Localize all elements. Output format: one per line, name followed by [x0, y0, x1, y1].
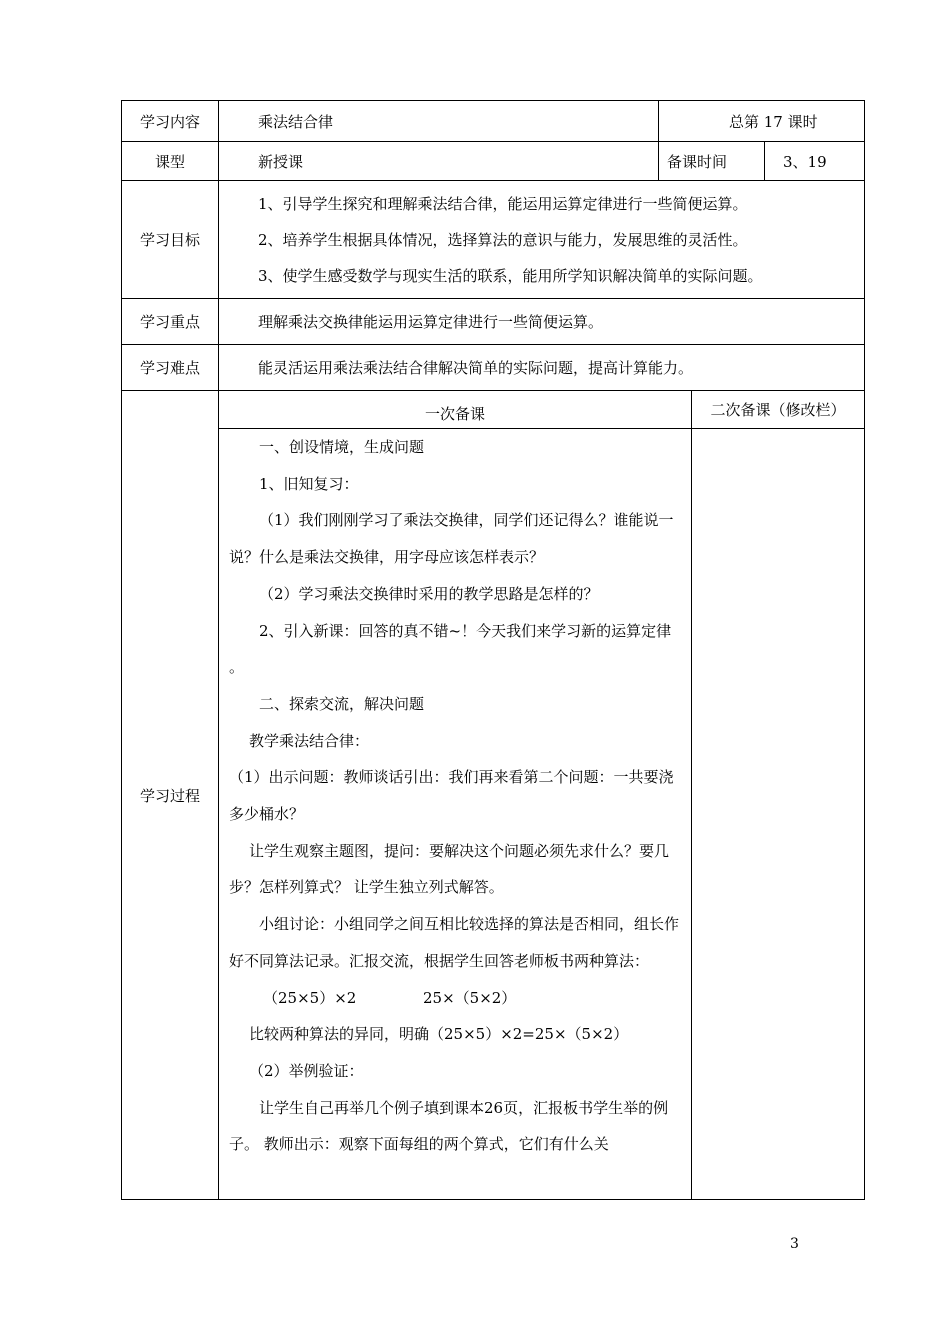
first-prep-header: 一次备课: [219, 391, 692, 429]
key-points-label: 学习重点: [122, 299, 219, 345]
row-difficulties: [122, 345, 865, 391]
row-process-header: [122, 391, 865, 429]
total-lesson: 总第 17 课时: [659, 101, 865, 142]
type-label: 课型: [122, 142, 219, 181]
content-label: 学习内容: [122, 101, 219, 142]
formula-row: [229, 980, 685, 1017]
prep-time-value: 3、19: [765, 142, 865, 181]
goal-item: 2、培养学生根据具体情况，选择算法的意识与能力，发展思维的灵活性。: [258, 230, 748, 249]
row-process-body: [122, 429, 865, 1200]
process-paragraph: 二、探索交流，解决问题: [259, 694, 425, 713]
process-paragraph: 一、创设情境，生成问题: [259, 438, 425, 456]
process-paragraph: 教学乘法结合律：: [249, 731, 370, 750]
formula-a: （25×5）×2: [263, 988, 357, 1007]
row-goals: [122, 181, 865, 299]
process-paragraph: 2、引入新课：回答的真不错~！今天我们来学习新的运算定律 。: [229, 621, 672, 677]
goals-list: [219, 181, 865, 299]
page-number: 3: [790, 1236, 799, 1252]
row-content: [122, 101, 865, 142]
process-paragraph: 让学生观察主题图，提问：要解决这个问题必须先求什么？要几步？怎样列算式？ 让学生独立列式解答。: [229, 841, 670, 897]
content-value: 乘法结合律: [219, 101, 659, 142]
process-paragraph: （2）学习乘法交换律时采用的教学思路是怎样的？: [259, 584, 599, 603]
goal-item: 1、引导学生探究和理解乘法结合律，能运用运算定律进行一些简便运算。: [258, 194, 748, 213]
difficulties-value: 能灵活运用乘法乘法结合律解决简单的实际问题，提高计算能力。: [219, 345, 865, 391]
process-paragraph: 让学生自己再举几个例子填到课本26页，汇报板书学生举的例子。 教师出示：观察下面每组的两个算式，它们有什么关: [229, 1098, 669, 1154]
process-paragraph: 1、旧知复习：: [259, 474, 359, 493]
process-paragraph: 小组讨论：小组同学之间互相比较选择的算法是否相同，组长作好不同算法记录。汇报交流，根据学生回答老师板书两种算法：: [229, 915, 680, 970]
type-value: 新授课: [219, 142, 659, 181]
process-paragraph: （2）举例验证：: [249, 1061, 364, 1080]
process-paragraph: （1）我们刚刚学习了乘法交换律，同学们还记得么？谁能说一说？什么是乘法交换律，用字母应该怎样表示？: [229, 511, 674, 567]
process-paragraph: （1）出示问题：教师谈话引出：我们再来看第二个问题：一共要浇多少桶水？: [229, 768, 674, 824]
prep-time-label: 备课时间: [659, 142, 765, 181]
compare-line: 比较两种算法的异同，明确（25×5）×2=25×（5×2）: [249, 1025, 629, 1044]
lesson-plan-table: [121, 100, 865, 1200]
difficulties-label: 学习难点: [122, 345, 219, 391]
goal-item: 3、使学生感受数学与现实生活的联系，能用所学知识解决简单的实际问题。: [258, 266, 763, 285]
second-prep-header: 二次备课（修改栏）: [692, 391, 865, 429]
second-prep-content: [692, 429, 865, 1200]
process-label: 学习过程: [122, 391, 219, 1200]
goals-label: 学习目标: [122, 181, 219, 299]
key-points-value: 理解乘法交换律能运用运算定律进行一些简便运算。: [219, 299, 865, 345]
formula-b: 25×（5×2）: [423, 988, 517, 1007]
first-prep-content: [219, 429, 692, 1200]
row-key-points: [122, 299, 865, 345]
row-type: [122, 142, 865, 181]
